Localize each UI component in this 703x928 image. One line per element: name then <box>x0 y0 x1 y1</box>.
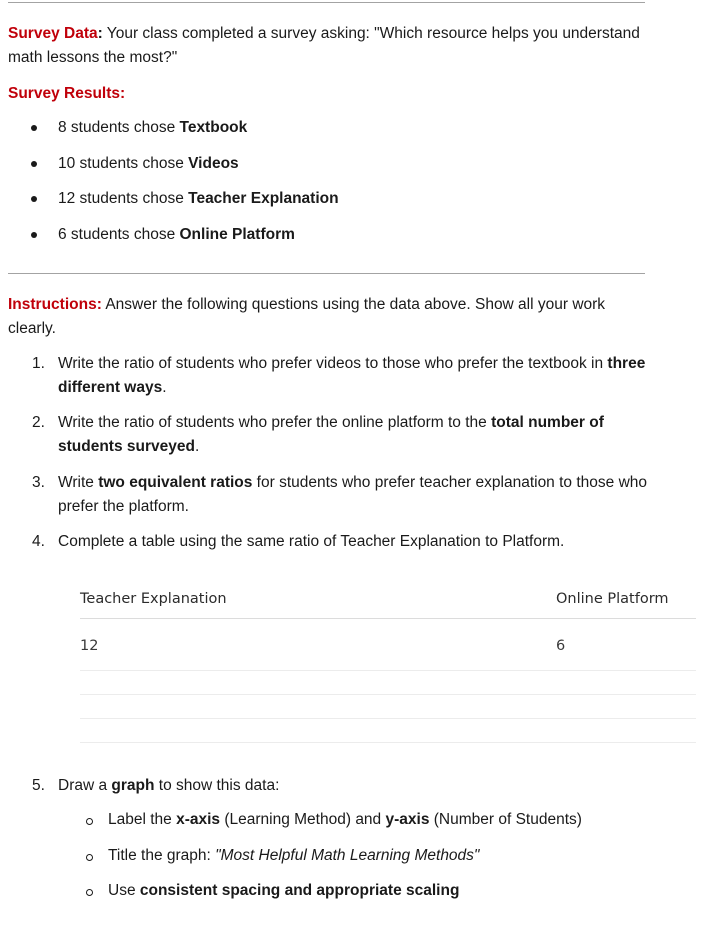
result-text: 6 students chose <box>58 225 180 243</box>
requirement-emphasis: consistent spacing and appropriate scaling <box>139 882 460 899</box>
list-item <box>8 879 582 915</box>
ratio-table <box>80 582 696 743</box>
table-cell-platform: 6 <box>556 638 566 654</box>
list-item <box>8 152 339 188</box>
question-number: 5. <box>32 777 45 794</box>
list-item <box>8 223 339 259</box>
question-text: Draw a <box>58 777 112 794</box>
question-number: 3. <box>32 474 45 491</box>
question-text: Write the ratio of students who prefer the online platform to the <box>58 414 492 431</box>
bullet-icon <box>31 161 37 167</box>
question-4 <box>8 530 648 554</box>
bullet-icon <box>31 125 37 131</box>
bullet-icon <box>31 232 37 238</box>
requirement-text: Label the <box>108 811 177 828</box>
graph-title-text: "Most Helpful Math Learning Methods" <box>215 846 480 864</box>
table-cell-teacher: 12 <box>80 638 99 654</box>
middle-divider <box>8 273 645 274</box>
survey-data-paragraph <box>8 22 648 70</box>
requirement-text: (Learning Method) and <box>220 811 386 828</box>
survey-data-label: Survey Data <box>8 25 98 42</box>
circle-bullet-icon <box>86 818 93 825</box>
result-choice: Online Platform <box>179 225 295 243</box>
question-text-end: for students who prefer teacher explanation to those who prefer the platform. <box>58 474 648 515</box>
list-item <box>8 187 339 223</box>
survey-data-colon: : <box>97 25 103 42</box>
requirement-emphasis: x-axis <box>176 811 221 828</box>
question-number: 2. <box>32 414 45 431</box>
question-number: 1. <box>32 355 45 372</box>
circle-bullet-icon <box>86 889 93 896</box>
requirement-text: Use <box>108 882 140 899</box>
question-text-end: to show this data: <box>154 777 280 794</box>
instructions-text: Answer the following questions using the data above. Show all your work clearly. <box>8 296 606 337</box>
graph-requirements-list <box>8 808 582 915</box>
instructions-paragraph <box>8 293 648 341</box>
list-item <box>8 116 339 152</box>
table-header-platform: Online Platform <box>556 591 669 607</box>
survey-data-text: Your class completed a survey asking: "Which resource helps you understand math lessons the most?" <box>8 25 640 66</box>
result-choice: Textbook <box>179 119 248 136</box>
circle-bullet-icon <box>86 854 93 861</box>
table-row[interactable] <box>80 695 696 719</box>
table-row[interactable] <box>80 671 696 695</box>
requirement-emphasis: y-axis <box>385 811 430 828</box>
question-5 <box>8 774 648 798</box>
list-item <box>8 844 582 880</box>
question-text: Complete a table using the same ratio of Teacher Explanation to Platform. <box>58 533 565 550</box>
table-header-teacher: Teacher Explanation <box>80 591 227 607</box>
result-text: 12 students chose <box>58 190 189 207</box>
question-text: Write the ratio of students who prefer videos to those who prefer the textbook in <box>58 355 608 372</box>
list-item <box>8 808 582 844</box>
survey-results-label: Survey Results: <box>8 85 126 102</box>
result-choice: Teacher Explanation <box>188 190 339 207</box>
top-divider <box>8 2 645 3</box>
result-choice: Videos <box>188 154 239 172</box>
survey-results-list <box>8 116 339 258</box>
question-number: 4. <box>32 533 45 550</box>
requirement-text: Title the graph: <box>108 846 216 864</box>
result-text: 10 students chose <box>58 154 189 172</box>
question-1 <box>8 352 648 400</box>
question-emphasis: three different ways <box>58 355 646 396</box>
table-header-row <box>80 582 696 619</box>
question-emphasis: graph <box>111 777 155 794</box>
question-text: Write <box>58 474 99 491</box>
question-2 <box>8 411 648 459</box>
question-text-end: . <box>194 438 200 455</box>
table-row[interactable] <box>80 719 696 743</box>
survey-results-heading <box>8 82 648 106</box>
instructions-label: Instructions: <box>8 296 102 313</box>
requirement-text: (Number of Students) <box>429 811 582 828</box>
question-emphasis: two equivalent ratios <box>98 474 253 491</box>
question-emphasis: total number of students surveyed <box>58 414 604 455</box>
question-3 <box>8 471 648 519</box>
result-text: 8 students chose <box>58 119 180 136</box>
bullet-icon <box>31 196 37 202</box>
table-row <box>80 619 696 671</box>
question-text-end: . <box>162 379 167 396</box>
